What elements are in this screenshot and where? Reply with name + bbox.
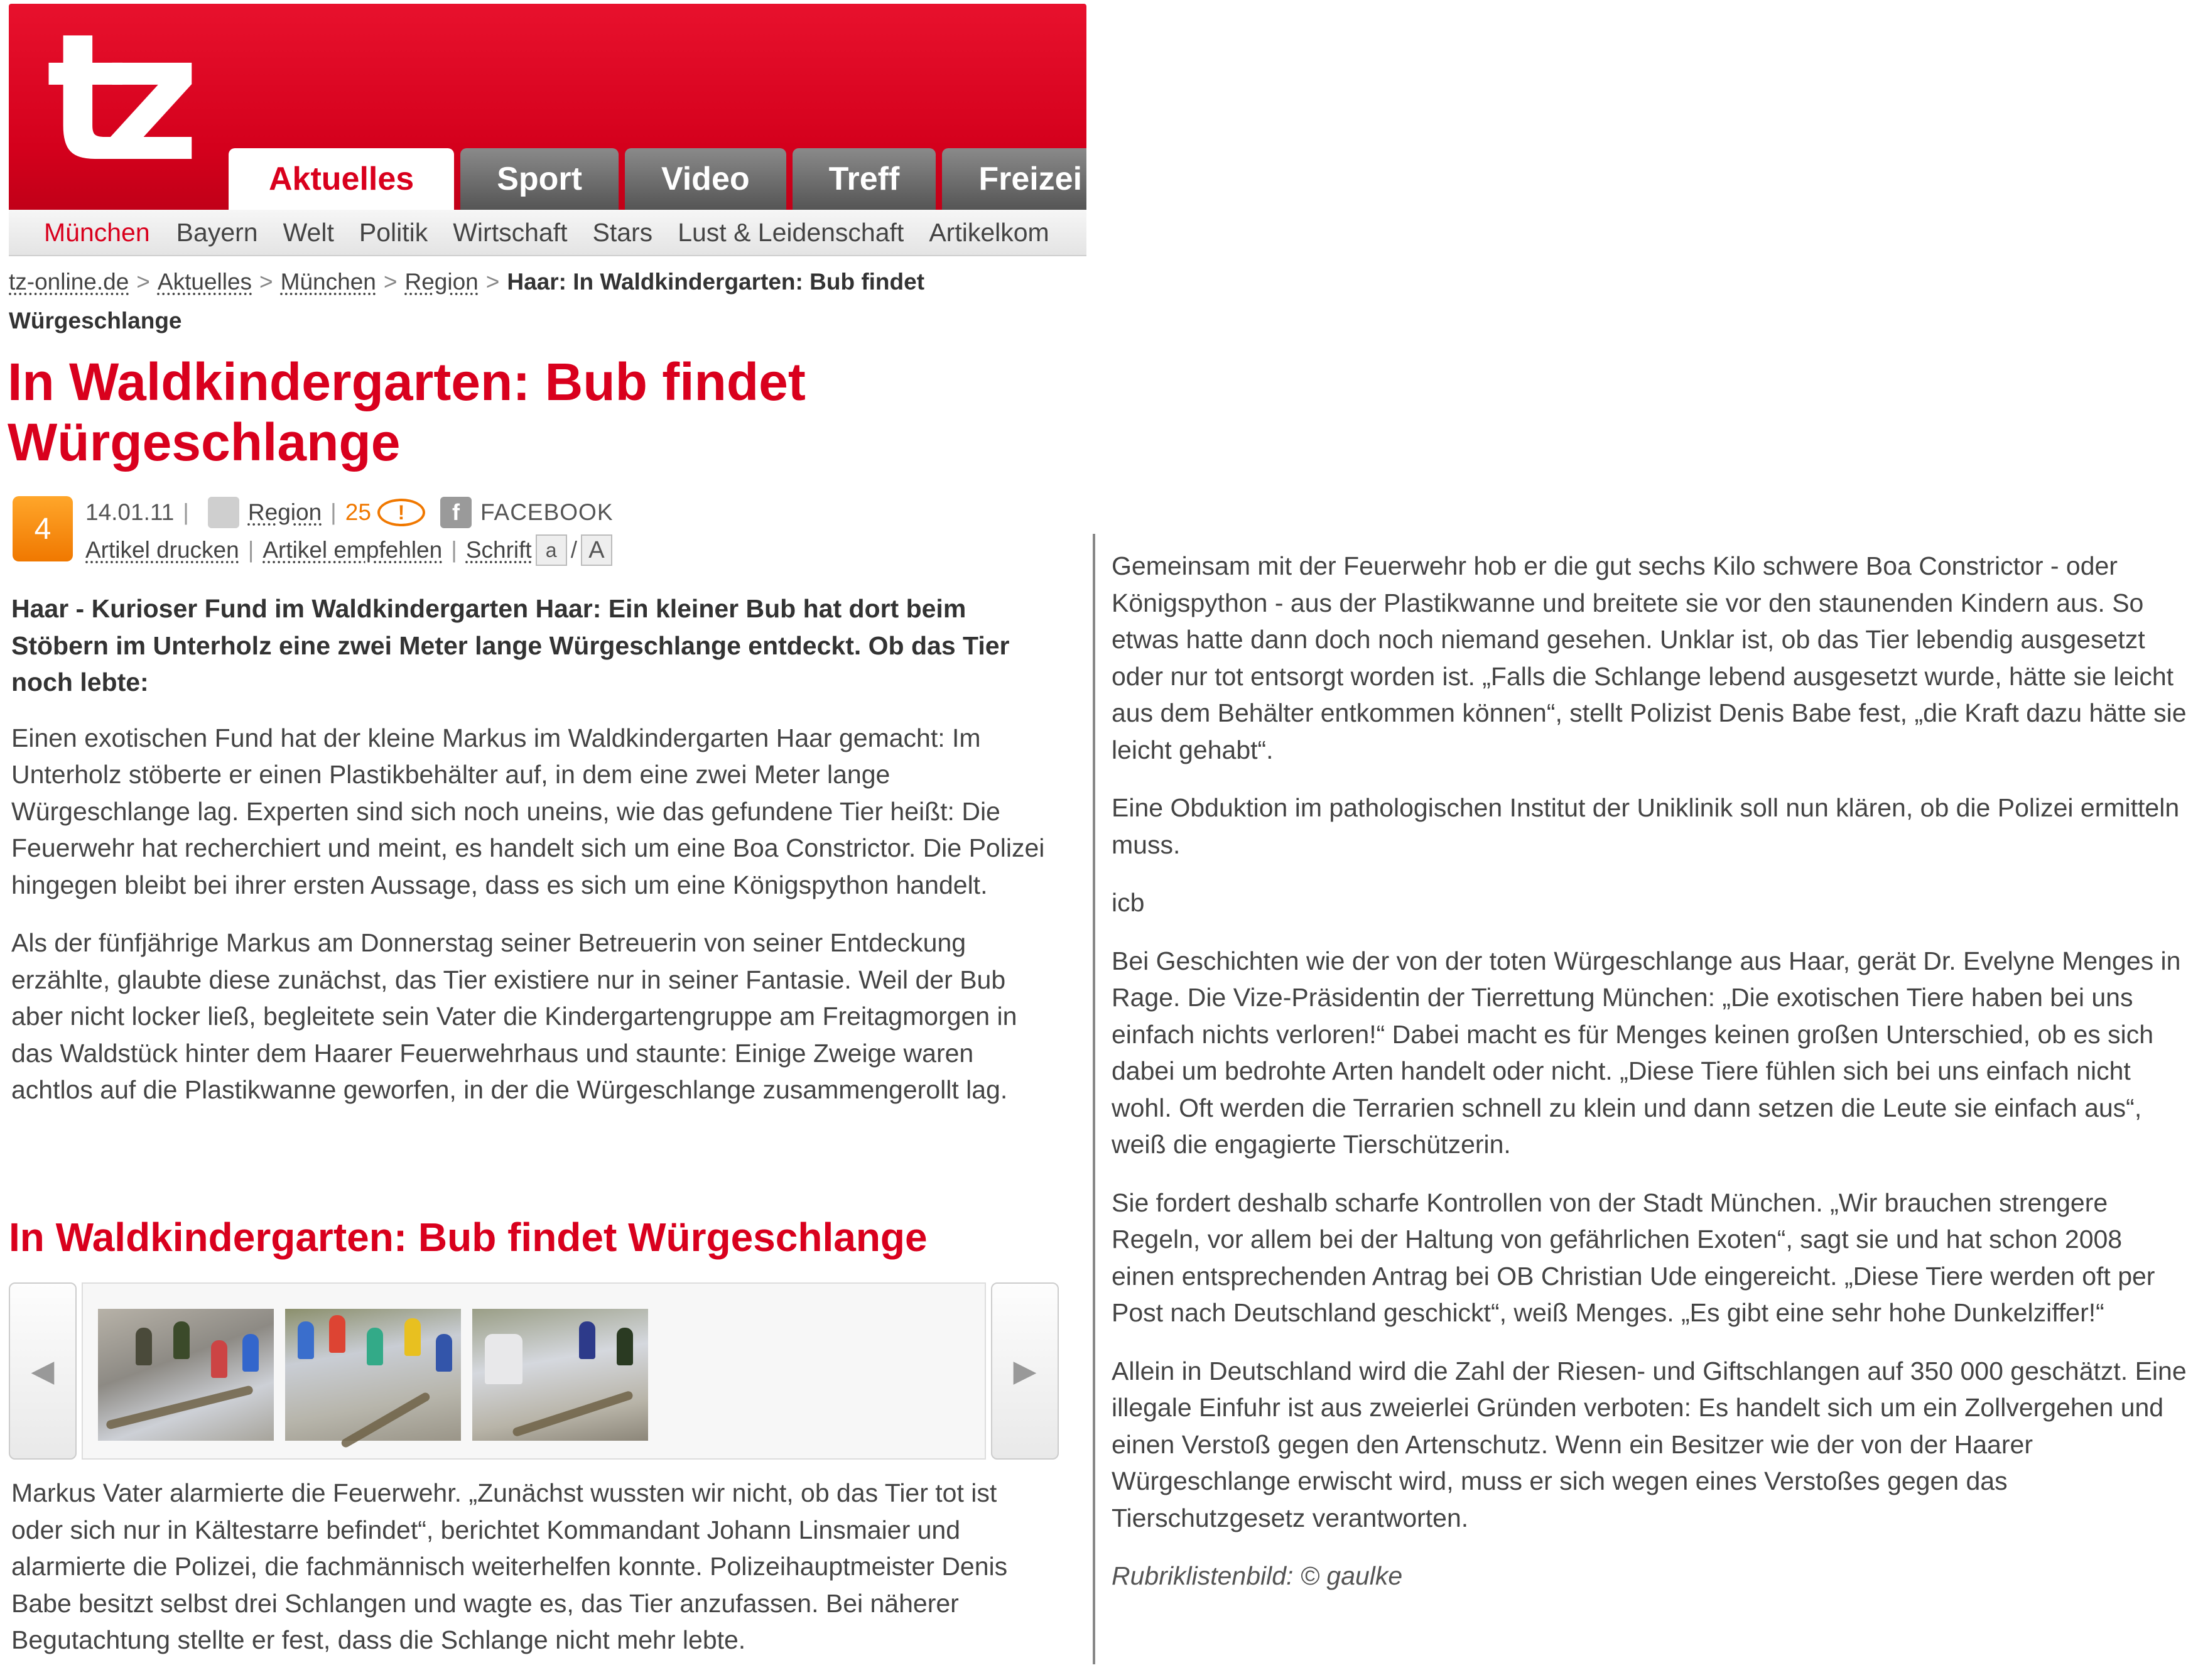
article-paragraph: Als der fünfjährige Markus am Donnerstag seiner Betreuerin von seiner Entdeckung erzählte, glaubte diese zunächst, das Tier existiere nur in seiner Fantasie. Weil der Bub aber nicht locker ließ, begleitete sein Vater die Kindergartengruppe am Freitagmorgen in das Waldstück hinter dem Haarer Feuerwehrhaus und staunte: Einige Zweige waren achtlos auf die Plastikwanne geworfen, in der die Würgeschlange zusammengerollt lag. [11, 928, 1017, 1104]
site-header [9, 4, 1086, 210]
image-credit: Rubriklistenbild: © gaulke [1112, 1561, 1403, 1590]
article-title: In Waldkindergarten: Bub findet Würgeschlange [8, 352, 806, 472]
breadcrumb-separator: > [383, 269, 398, 295]
gallery-next-button[interactable] [991, 1282, 1059, 1460]
photo-gallery [9, 1282, 1056, 1458]
comment-count[interactable]: 25 [345, 499, 371, 525]
gallery-thumbnail[interactable] [472, 1309, 648, 1441]
gallery-thumbnail-strip [82, 1282, 986, 1460]
tab-freizeit[interactable]: Freizei [942, 148, 1086, 210]
gallery-thumbnail[interactable] [98, 1309, 274, 1441]
breadcrumb-separator: > [485, 269, 500, 295]
breadcrumb-muenchen[interactable]: München [280, 269, 376, 295]
article-tools [85, 531, 616, 569]
breadcrumb-separator: > [259, 269, 273, 295]
meta-separator: | [451, 537, 457, 563]
rubric-link[interactable]: Region [247, 499, 322, 525]
breadcrumb-current: Haar: In Waldkindergarten: Bub findet Würgeschlange [9, 269, 925, 333]
article-meta [85, 494, 614, 531]
breadcrumb-home[interactable]: tz-online.de [9, 269, 129, 295]
subnav-bayern[interactable]: Bayern [176, 217, 258, 247]
breadcrumb-region[interactable]: Region [404, 269, 479, 295]
article-lead: Haar - Kurioser Fund im Waldkindergarten Haar: Ein kleiner Bub hat dort beim Stöbern im Unterholz eine zwei Meter lange Würgeschlange entdeckt. Ob das Tier noch lebte: [11, 594, 1010, 696]
subnav-politik[interactable]: Politik [359, 217, 428, 247]
article-date: 14.01.11 [85, 499, 175, 525]
breadcrumb-aktuelles[interactable]: Aktuelles [157, 269, 252, 295]
article-paragraph: Eine Obduktion im pathologischen Institut der Uniklinik soll nun klären, ob die Polizei ermitteln muss. [1112, 793, 2180, 859]
tab-aktuelles[interactable]: Aktuelles [229, 148, 454, 210]
article-paragraph: Allein in Deutschland wird die Zahl der Riesen- und Giftschlangen auf 350 000 geschätzt. Eine illegale Einfuhr ist aus zweierlei Gründen verboten: Es handelt sich um ein Zollvergehen und einen Verstoß gegen den Artenschutz. Wenn ein Besitzer wie der von der Haarer Würgeschlange erwischt wird, muss er sich wegen eines Verstoßes gegen das Tierschutzgesetz verantworten. [1112, 1356, 2187, 1532]
article-paragraph: Gemeinsam mit der Feuerwehr hob er die gut sechs Kilo schwere Boa Constrictor - oder Königspython - aus der Plastikwanne und breitete sie vor den staunenden Kindern aus. So etwas hatte dann doch noch niemand gesehen. Unklar ist, ob das Tier lebendig ausgesetzt oder nur tot entsorgt worden ist. „Falls die Schlange lebend ausgesetzt wurde, hätte sie leicht aus dem Behälter entkommen können“, stellt Polizist Denis Babe fest, „die Kraft dazu hätte sie leicht gehabt“. [1112, 551, 2187, 764]
print-article-link[interactable]: Artikel drucken [85, 537, 239, 563]
breadcrumb [9, 263, 1026, 340]
subnav-artikelkommentare[interactable]: Artikelkom [929, 217, 1049, 247]
subnav-muenchen[interactable]: München [44, 217, 150, 247]
chevron-right-icon: ▶ [1013, 1355, 1037, 1388]
article-paragraph: Sie fordert deshalb scharfe Kontrollen von der Stadt München. „Wir brauchen strengere Regeln, vor allem bei der Haltung von gefährlichen Exoten“, sagt sie und hat schon 2008 einen entsprechenden Antrag bei OB Christian Ude eingereicht. „Diese Tiere werden oft per Post nach Deutschland geschickt“, weiß Menges. „Es gibt eine sehr hohe Dunkelziffer!“ [1112, 1188, 2155, 1327]
facebook-icon[interactable]: f [440, 497, 472, 528]
main-nav-tabs [229, 148, 1086, 210]
gallery-title[interactable]: In Waldkindergarten: Bub findet Würgeschlange [9, 1215, 928, 1260]
article-paragraph: Einen exotischen Fund hat der kleine Markus im Waldkindergarten Haar gemacht: Im Unterholz stöberte er einen Plastikbehälter auf, in dem eine zwei Meter lange Würgeschlange lag. Experten sind sich noch uneins, wie das gefundene Tier heißt: Die Feuerwehr hat recherchiert und meint, es handelt sich um eine Boa Constrictor. Die Polizei hingegen bleibt bei ihrer ersten Aussage, dass es sich um eine Königspython handelt. [11, 723, 1045, 899]
gallery-prev-button[interactable] [9, 1282, 77, 1460]
subnav-lust-leidenschaft[interactable]: Lust & Leidenschaft [678, 217, 904, 247]
chevron-left-icon: ◀ [31, 1355, 55, 1388]
subnav-welt[interactable]: Welt [283, 217, 334, 247]
tab-treff[interactable]: Treff [793, 148, 936, 210]
author-initials: icb [1112, 888, 1145, 917]
font-larger-button[interactable]: A [581, 534, 612, 566]
article-paragraph: Markus Vater alarmierte die Feuerwehr. „Zunächst wussten wir nicht, ob das Tier tot ist oder sich nur in Kältestarre befindet“, berichtet Kommandant Johann Linsmaier und alarmierte die Polizei, die fachmännisch weiterhelfen konnte. Polizeihauptmeister Denis Babe besitzt selbst drei Schlangen und wagte es, das Tier anzufassen. Bei näherer Begutachtung stellte er fest, dass die Schlange nicht mehr lebte. [11, 1478, 1008, 1654]
article-body-right [1112, 548, 2189, 1616]
facebook-share-link[interactable]: FACEBOOK [480, 499, 614, 525]
font-size-label: Schrift [465, 537, 532, 563]
subnav-stars[interactable]: Stars [592, 217, 653, 247]
tab-video[interactable]: Video [625, 148, 786, 210]
comment-badge[interactable]: 4 [13, 496, 73, 561]
recommend-article-link[interactable]: Artikel empfehlen [263, 537, 443, 563]
meta-separator: | [183, 499, 189, 525]
article-body-left [11, 590, 1054, 1130]
gallery-thumbnail[interactable] [285, 1309, 461, 1441]
column-divider [1093, 534, 1095, 1664]
article-body-left-continued [11, 1475, 1054, 1680]
sub-navigation [9, 210, 1086, 256]
comment-bubble-icon[interactable]: ! [377, 499, 425, 526]
subnav-wirtschaft[interactable]: Wirtschaft [453, 217, 568, 247]
meta-separator: | [330, 499, 337, 525]
font-size-slash: / [570, 537, 577, 563]
tz-logo[interactable]: tz [46, 4, 176, 201]
rss-icon[interactable] [208, 497, 239, 528]
font-smaller-button[interactable]: a [536, 534, 567, 566]
meta-separator: | [247, 537, 254, 563]
breadcrumb-separator: > [136, 269, 150, 295]
tab-sport[interactable]: Sport [460, 148, 619, 210]
article-paragraph: Bei Geschichten wie der von der toten Würgeschlange aus Haar, gerät Dr. Evelyne Menges in Rage. Die Vize-Präsidentin der Tierrettung München: „Die exotischen Tiere haben bei uns einfach nichts verloren!“ Dabei macht es für Menges keinen großen Unterschied, ob es sich dabei um bedrohte Arten handelt oder nicht. „Diese Tiere fühlen sich bei uns einfach nicht wohl. Oft werden die Terrarien schnell zu klein und dann setzen die Leute sie einfach aus“, weiß die engagierte Tierschützerin. [1112, 946, 2181, 1159]
